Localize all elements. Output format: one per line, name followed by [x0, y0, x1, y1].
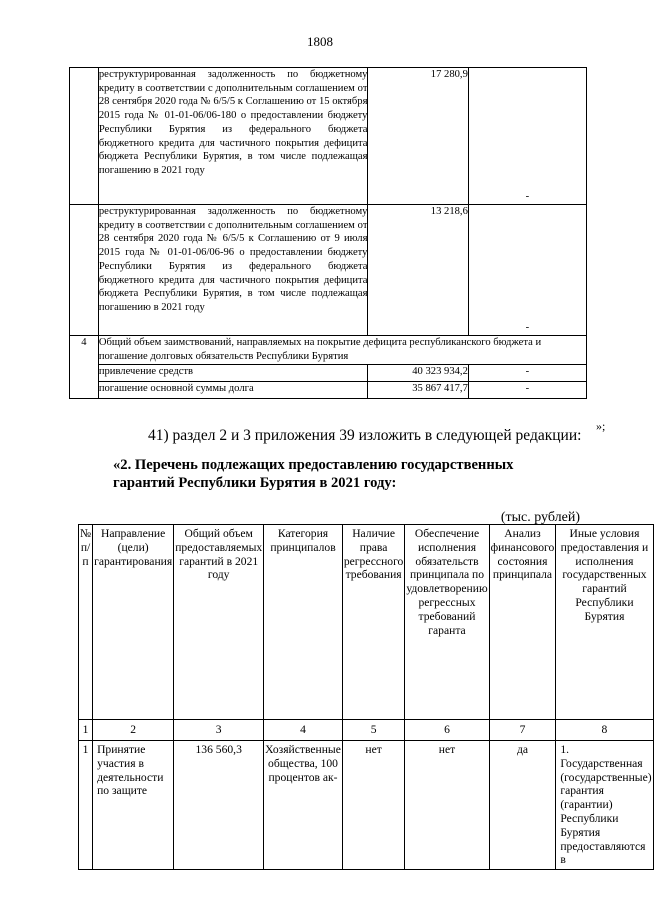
column-numbers-row [79, 720, 654, 741]
item-label: погашение основной суммы долга [98, 382, 368, 399]
item-extra: - [468, 382, 586, 399]
units-label: (тыс. рублей) [500, 510, 580, 525]
debt-description: реструктурированная задолженность по бюджетному кредиту в соответствии с дополнительным соглашением от 28 сентября 2020 года № 6/5/5 к Соглашению от 15 октября 2015 года № 01-01-06/06-180 о предоставлении бюджету Республики Бурятия из федерального бюджета бюджетного кредита для частичного покрытия дефицита бюджета Республики Бурятия, в том числе подлежащая погашению в 2021 году [98, 68, 368, 205]
header-cell: Иные условия предоставления и исполнения государственных гарантий Республики Бурятия [556, 525, 653, 720]
header-cell: Анализ финансового состояния принципала [489, 525, 556, 720]
guarantees-table [78, 524, 654, 870]
regress-cell: нет [342, 741, 405, 870]
header-cell: № п/п [79, 525, 93, 720]
closing-quote: »; [596, 419, 606, 433]
direction-cell: Принятие участия в деятельности по защите [93, 741, 174, 870]
row-number [70, 205, 99, 336]
table-row [70, 365, 587, 382]
item-amount: 40 323 934,2 [368, 365, 468, 382]
analysis-cell: да [489, 741, 556, 870]
table-row [79, 741, 654, 870]
section-heading: «2. Перечень подлежащих предоставлению государственных гарантий Республики Бурятия в 2021 году: [113, 457, 514, 491]
header-cell: Наличие права регрессного требования [342, 525, 405, 720]
column-number: 1 [79, 720, 93, 741]
row-number [70, 68, 99, 205]
item-label: привлечение средств [98, 365, 368, 382]
page-number: 1808 [307, 34, 333, 49]
item-amount: 35 867 417,7 [368, 382, 468, 399]
header-cell: Обеспечение исполнения обязательств принципала по удовлетворению регрессных требований гаранта [405, 525, 489, 720]
paragraph-41: 41) раздел 2 и 3 приложения 39 изложить в следующей редакции: [148, 427, 582, 444]
table-row [70, 336, 587, 365]
debt-amount: 17 280,9 [368, 68, 468, 205]
column-number: 5 [342, 720, 405, 741]
row-number: 1 [79, 741, 93, 870]
column-number: 3 [174, 720, 264, 741]
header-row [79, 525, 654, 720]
debt-extra: - [468, 205, 586, 336]
debt-extra: - [468, 68, 586, 205]
table-row [70, 382, 587, 399]
column-number: 7 [489, 720, 556, 741]
other-conditions-cell: 1. Государственная (государственные) гарантия (гарантии) Республики Бурятия предоставляются в [556, 741, 653, 870]
table-row [70, 68, 587, 205]
column-number: 2 [93, 720, 174, 741]
header-cell: Общий объем предоставляемых гарантий в 2021 году [174, 525, 264, 720]
header-cell: Направление (цели) гарантирования [93, 525, 174, 720]
item-extra: - [468, 365, 586, 382]
column-number: 4 [264, 720, 343, 741]
volume-cell: 136 560,3 [174, 741, 264, 870]
column-number: 8 [556, 720, 653, 741]
debt-description: реструктурированная задолженность по бюджетному кредиту в соответствии с дополнительным соглашением от 28 сентября 2020 года № 6/5/5 к Соглашению от 9 июля 2015 года № 01-01-06/06-96 о предоставлении бюджету Республики Бурятия из федерального бюджета бюджетного кредита для частичного покрытия дефицита бюджета Республики Бурятия, в том числе подлежащая погашению в 2021 году [98, 205, 368, 336]
column-number: 6 [405, 720, 489, 741]
category-cell: Хозяйственные общества, 100 процентов ак- [264, 741, 343, 870]
table-row [70, 205, 587, 336]
debt-amount: 13 218,6 [368, 205, 468, 336]
section-title: Общий объем заимствований, направляемых на покрытие дефицита республиканского бюджета и погашение долговых обязательств Республики Бурятия [98, 336, 586, 365]
header-cell: Категория принципалов [264, 525, 343, 720]
borrowing-table [69, 67, 587, 399]
security-cell: нет [405, 741, 489, 870]
section-number: 4 [70, 336, 99, 399]
